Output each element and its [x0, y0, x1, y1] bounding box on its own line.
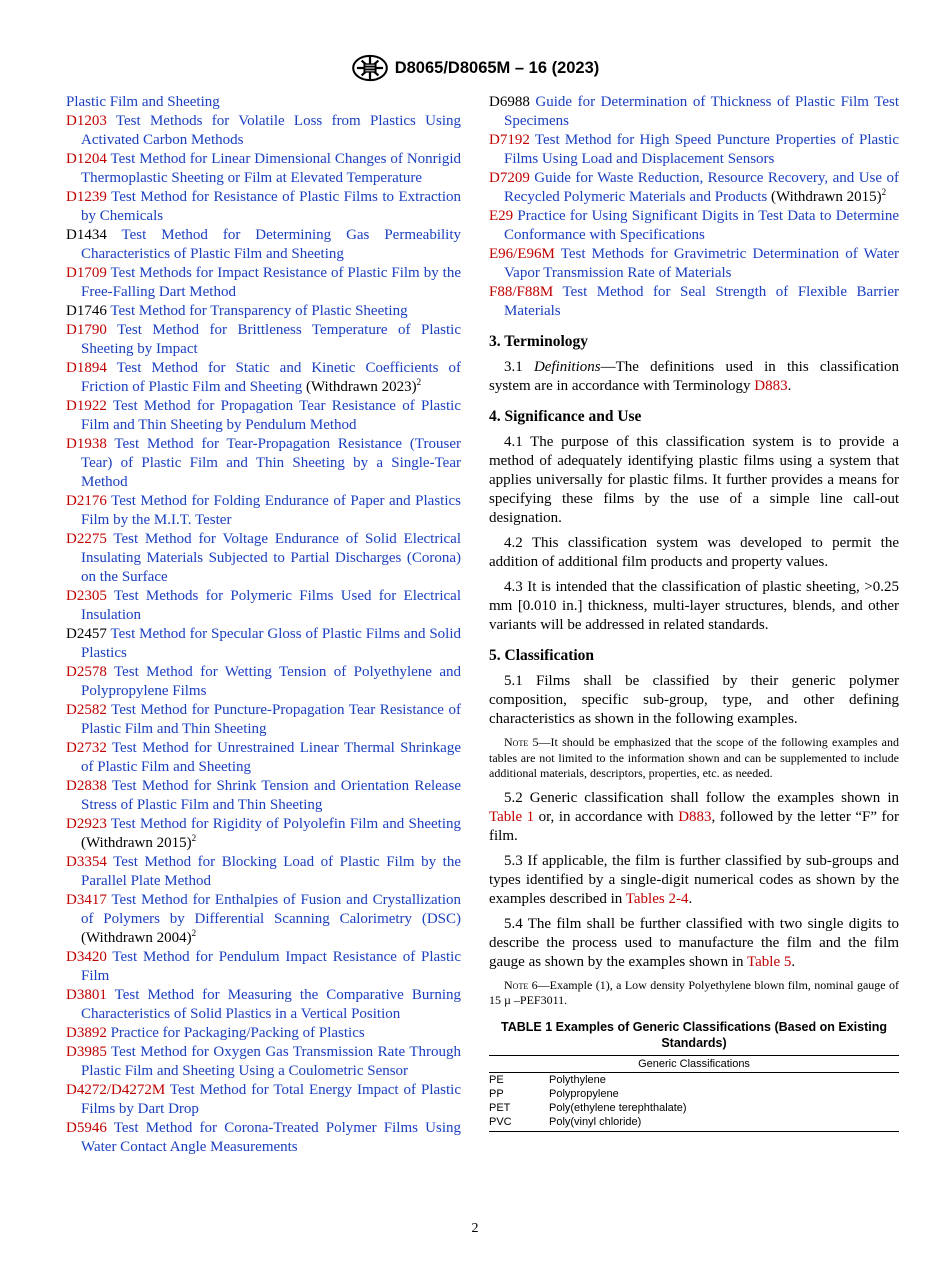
reference-code[interactable]: D2305 [66, 588, 107, 604]
polymer-name-cell: Polypropylene [549, 1087, 619, 1100]
section-5-2-paragraph [489, 789, 899, 846]
section-4-1-paragraph: 4.1 The purpose of this classification system is to provide a method of adequately identifying plastic films using a system that applies universally for plastic films. It further provides a means for specifying these films by the use of a simple line call-out designation. [489, 434, 899, 526]
reference-entry [66, 625, 461, 663]
reference-code[interactable]: D5946 [66, 1120, 107, 1136]
reference-entry [489, 283, 899, 321]
note-6 [489, 978, 899, 1009]
clause-text: 5.3 If applicable, the film is further classified by sub-groups and types identified by a single-digit numerical codes as shown by the examples described in [489, 852, 899, 907]
reference-entry [66, 359, 461, 397]
reference-code[interactable]: D2732 [66, 740, 107, 756]
reference-title[interactable]: Test Method for Wetting Tension of Polyethylene and Polypropylene Films [81, 664, 461, 699]
table-row [489, 1087, 899, 1101]
section-4-heading: 4. Significance and Use [489, 408, 642, 425]
reference-code[interactable]: D1709 [66, 265, 107, 281]
reference-entry [66, 777, 461, 815]
reference-entry [66, 264, 461, 302]
d883-link[interactable]: D883 [678, 808, 712, 825]
reference-entry [66, 530, 461, 587]
generic-classifications-table [489, 1055, 899, 1132]
reference-entry [66, 986, 461, 1024]
reference-title[interactable]: Test Method for Linear Dimensional Changes of Nonrigid Thermoplastic Sheeting or Film at Elevated Temperature [81, 151, 461, 186]
reference-title[interactable]: Test Method for Resistance of Plastic Films to Extraction by Chemicals [81, 189, 461, 224]
reference-title[interactable]: Test Methods for Impact Resistance of Plastic Film by the Free-Falling Dart Method [81, 265, 461, 300]
polymer-name-cell: Polythylene [549, 1073, 606, 1086]
reference-entry [66, 188, 461, 226]
reference-code: D1434 [66, 227, 107, 243]
left-column [66, 93, 461, 1157]
reference-title[interactable]: Test Method for Transparency of Plastic Sheeting [110, 303, 408, 319]
reference-code[interactable]: D2838 [66, 778, 107, 794]
page-number: 2 [471, 1221, 479, 1236]
reference-title[interactable]: Practice for Packaging/Packing of Plastics [110, 1025, 365, 1041]
reference-code[interactable]: D7209 [489, 170, 530, 186]
referenced-documents-list [489, 93, 899, 321]
reference-entry [66, 1024, 461, 1043]
note-text: —It should be emphasized that the scope of the following examples and tables are not limited to the information shown and can be supplemented to include additional materials, descriptors, properties, etc. as needed. [489, 735, 899, 780]
reference-entry [489, 169, 899, 207]
tables-2-4-link[interactable]: Tables 2-4 [625, 890, 689, 907]
clause-text: 5.2 Generic classification shall follow the examples shown in [504, 789, 899, 806]
table-row [489, 1115, 899, 1132]
d883-link[interactable]: D883 [754, 378, 788, 394]
reference-title[interactable]: Test Method for Tear-Propagation Resistance (Trouser Tear) of Plastic Film and Thin Sheeting by a Single-Tear Method [81, 436, 461, 490]
reference-code[interactable]: D2176 [66, 493, 107, 509]
clause-text: , followed by the letter “F” for film. [489, 808, 900, 844]
clause-text: 5.4 The film shall be further classified with two single digits to describe the process used to manufacture the film and the film gauge as shown by the examples shown in [489, 915, 899, 970]
footnote-marker: 2 [191, 833, 197, 843]
reference-title[interactable]: Test Method for Blocking Load of Plastic Film by the Parallel Plate Method [81, 854, 461, 889]
reference-entry [489, 207, 899, 245]
reference-title[interactable]: Plastic Film and Sheeting [66, 94, 220, 110]
note-label: Note 6 [504, 977, 538, 992]
abbreviation-cell: PET [489, 1101, 511, 1114]
reference-code[interactable]: D3417 [66, 892, 107, 908]
reference-entry [66, 321, 461, 359]
reference-entry [66, 739, 461, 777]
reference-code[interactable]: E96/E96M [489, 246, 555, 262]
reference-entry [66, 587, 461, 625]
footnote-marker: 2 [191, 928, 197, 938]
reference-entry [66, 1119, 461, 1157]
reference-entry [489, 93, 899, 131]
reference-title[interactable]: Test Method for Measuring the Comparative Burning Characteristics of Solid Plastics in a Vertical Position [81, 987, 461, 1022]
reference-title[interactable]: Test Method for Puncture-Propagation Tear Resistance of Plastic Film and Thin Sheeting [81, 702, 462, 737]
section-4-2-paragraph: 4.2 This classification system was developed to permit the addition of additional film products and property values. [489, 535, 899, 570]
reference-entry [489, 245, 899, 283]
reference-code: D1746 [66, 303, 107, 319]
polymer-name-cell: Poly(ethylene terephthalate) [549, 1101, 687, 1114]
note-text: —Example (1), a Low density Polyethylene blown film, nominal gauge of 15 µ –PEF3011. [489, 977, 900, 1007]
reference-title[interactable]: Test Method for Total Energy Impact of Plastic Films by Dart Drop [81, 1082, 461, 1117]
abbreviation-cell: PE [489, 1073, 504, 1086]
reference-code[interactable]: D3892 [66, 1025, 107, 1041]
reference-code[interactable]: D2923 [66, 816, 107, 832]
standard-designation: D8065/D8065M – 16 (2023) [394, 58, 600, 77]
reference-entry [489, 131, 899, 169]
withdrawn-note: (Withdrawn 2004) [81, 930, 192, 946]
reference-title[interactable]: Practice for Using Significant Digits in Test Data to Determine Conformance with Specifications [504, 208, 900, 243]
definitions-term: Definitions [533, 359, 601, 375]
reference-code[interactable]: D2582 [66, 702, 107, 718]
reference-title[interactable]: Test Method for Specular Gloss of Plastic Films and Solid Plastics [81, 626, 462, 661]
reference-title[interactable]: Test Methods for Gravimetric Determination of Water Vapor Transmission Rate of Materials [504, 246, 899, 281]
clause-number: 3.1 [504, 359, 523, 375]
reference-code[interactable]: F88/F88M [489, 284, 554, 300]
abbreviation-cell: PP [489, 1087, 504, 1100]
reference-entry [66, 302, 461, 321]
reference-title[interactable]: Test Method for Seal Strength of Flexible Barrier Materials [504, 284, 899, 319]
reference-title[interactable]: Test Method for Rigidity of Polyolefin Film and Sheeting [110, 816, 461, 832]
reference-entry [66, 1043, 461, 1081]
reference-title[interactable]: Test Method for Shrink Tension and Orientation Release Stress of Plastic Film and Thin Sheeting [81, 778, 461, 813]
polymer-name-cell: Poly(vinyl chloride) [549, 1115, 899, 1132]
reference-entry [66, 226, 461, 264]
reference-code[interactable]: D1922 [66, 398, 107, 414]
reference-title[interactable]: Guide for Determination of Thickness of Plastic Film Test Specimens [504, 94, 899, 129]
section-3-1-paragraph [489, 358, 899, 396]
reference-title[interactable]: Test Method for Voltage Endurance of Solid Electrical Insulating Materials Subjected to Partial Discharges (Corona) on the Surface [81, 531, 461, 585]
reference-title[interactable]: Test Method for Enthalpies of Fusion and Crystallization of Polymers by Differential Scanning Calorimetry (DSC) [81, 892, 461, 927]
reference-entry [66, 948, 461, 986]
reference-code: D2457 [66, 626, 107, 642]
reference-title[interactable]: Test Method for Pendulum Impact Resistance of Plastic Film [81, 949, 461, 984]
reference-title[interactable]: Test Method for Oxygen Gas Transmission Rate Through Plastic Film and Sheeting Using a Coulometric Sensor [81, 1044, 461, 1079]
section-3-heading: 3. Terminology [489, 333, 589, 350]
reference-title[interactable]: Test Method for Folding Endurance of Paper and Plastics Film by the M.I.T. Tester [81, 493, 461, 528]
reference-entry [66, 891, 461, 948]
section-5-1-paragraph: 5.1 Films shall be classified by their generic polymer composition, specific sub-group, type, and other defining characteristics as shown in the following examples. [489, 673, 899, 727]
section-5-4-paragraph [489, 915, 899, 972]
reference-entry [66, 397, 461, 435]
reference-entry [66, 112, 461, 150]
clause-end: . [688, 890, 693, 907]
reference-code[interactable]: D1204 [66, 151, 107, 167]
abbreviation-cell: PVC [489, 1115, 549, 1132]
reference-title[interactable]: Test Method for Corona-Treated Polymer Films Using Water Contact Angle Measurements [81, 1120, 461, 1155]
section-5-3-paragraph [489, 852, 899, 909]
clause-end: . [791, 953, 796, 970]
reference-entry [66, 492, 461, 530]
reference-code: D6988 [489, 94, 530, 110]
reference-entry [66, 93, 461, 112]
reference-code[interactable]: D1894 [66, 360, 107, 376]
section-4-3-paragraph: 4.3 It is intended that the classification of plastic sheeting, >0.25 mm [0.010 in.] thickness, multi-layer structures, blends, and other variants will be addressed in related standards. [489, 579, 899, 633]
reference-entry [66, 435, 461, 492]
reference-entry [66, 150, 461, 188]
reference-title[interactable]: Test Method for Brittleness Temperature of Plastic Sheeting by Impact [81, 322, 461, 357]
reference-code[interactable]: D1790 [66, 322, 107, 338]
clause-text: —The definitions used in this classification system are in accordance with Terminology [489, 359, 899, 394]
footnote-marker: 2 [881, 187, 887, 197]
footnote-marker: 2 [416, 377, 422, 387]
reference-code[interactable]: D1938 [66, 436, 107, 452]
note-label: Note 5 [504, 735, 539, 749]
section-5-heading: 5. Classification [489, 647, 595, 664]
table-row [489, 1072, 899, 1087]
clause-end: . [787, 378, 792, 394]
reference-code[interactable]: D3420 [66, 949, 107, 965]
astm-logo-icon [351, 54, 389, 82]
reference-entry [66, 815, 461, 853]
reference-title[interactable]: Test Method for Propagation Tear Resistance of Plastic Film and Thin Sheeting by Pendulum Method [81, 398, 461, 433]
table-1-link[interactable]: Table 1 [489, 808, 535, 825]
reference-title[interactable]: Test Methods for Volatile Loss from Plastics Using Activated Carbon Methods [81, 113, 461, 148]
reference-entry [66, 1081, 461, 1119]
reference-title[interactable]: Test Methods for Polymeric Films Used for Electrical Insulation [81, 588, 461, 623]
withdrawn-note: (Withdrawn 2023) [306, 379, 417, 395]
reference-code[interactable]: D2275 [66, 531, 107, 547]
reference-title[interactable]: Guide for Waste Reduction, Resource Recovery, and Use of Recycled Polymeric Materials and Products [504, 170, 899, 205]
reference-code[interactable]: D2578 [66, 664, 107, 680]
reference-code[interactable]: E29 [489, 208, 514, 224]
table-1-title: TABLE 1 Examples of Generic Classifications (Based on Existing Standards) [501, 1019, 887, 1050]
withdrawn-note: (Withdrawn 2015) [81, 835, 192, 851]
page-header [0, 53, 950, 83]
reference-entry [66, 853, 461, 891]
reference-title[interactable]: Test Method for High Speed Puncture Properties of Plastic Films Using Load and Displacement Sensors [504, 132, 899, 167]
reference-code[interactable]: D7192 [489, 132, 530, 148]
reference-code[interactable]: D4272/D4272M [66, 1082, 166, 1098]
reference-code[interactable]: D3985 [66, 1044, 107, 1060]
reference-title[interactable]: Test Method for Determining Gas Permeability Characteristics of Plastic Film and Sheeting [81, 227, 461, 262]
right-column [489, 93, 899, 1132]
table-header: Generic Classifications [489, 1055, 899, 1072]
table-row [489, 1101, 899, 1115]
table-5-link[interactable]: Table 5 [747, 953, 792, 970]
reference-entry [66, 701, 461, 739]
reference-code[interactable]: D3354 [66, 854, 107, 870]
reference-title[interactable]: Test Method for Static and Kinetic Coefficients of Friction of Plastic Film and Sheeting [81, 360, 461, 395]
reference-entry [66, 663, 461, 701]
withdrawn-note: (Withdrawn 2015) [771, 189, 882, 205]
note-5 [489, 735, 899, 782]
reference-title[interactable]: Test Method for Unrestrained Linear Thermal Shrinkage of Plastic Film and Sheeting [81, 740, 461, 775]
reference-code[interactable]: D3801 [66, 987, 107, 1003]
clause-text: or, in accordance with [538, 808, 674, 825]
reference-code[interactable]: D1239 [66, 189, 107, 205]
reference-code[interactable]: D1203 [66, 113, 107, 129]
